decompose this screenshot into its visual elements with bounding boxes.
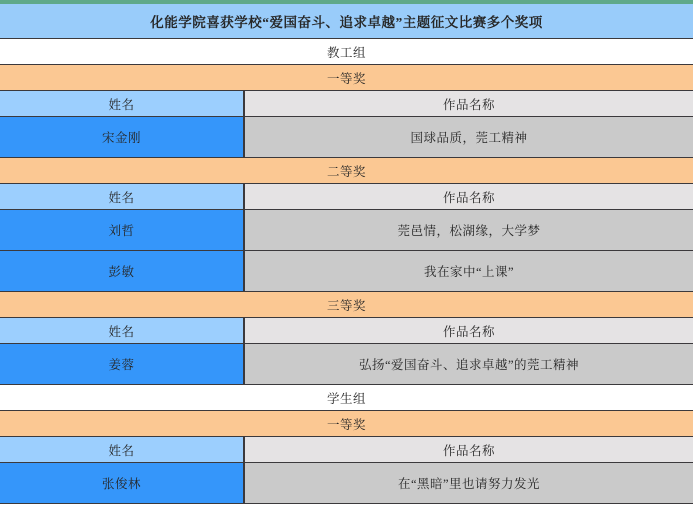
awards-table	[0, 4, 693, 504]
group-header-row	[0, 385, 693, 411]
column-header-row	[0, 184, 693, 210]
name-column-header-label: 姓名	[108, 443, 135, 458]
name-column-header-label: 姓名	[108, 190, 135, 205]
entry-name-cell-label: 宋金刚	[101, 131, 141, 145]
name-column-header	[0, 91, 245, 116]
entry-name-cell	[0, 463, 245, 503]
entry-work-cell-label: 在“黑暗”里也请努力发光	[397, 477, 541, 491]
award-tier-row	[0, 411, 693, 437]
entry-row	[0, 117, 693, 158]
work-column-header	[245, 184, 693, 209]
entry-work-cell	[245, 117, 693, 157]
entry-name-cell-label: 刘哲	[108, 224, 135, 238]
award-tier-row	[0, 65, 693, 91]
awards-table-body	[0, 39, 693, 504]
award-tier-row-label: 二等奖	[326, 164, 366, 179]
table-title-row	[0, 4, 693, 39]
entry-work-cell	[245, 251, 693, 291]
entry-name-cell-label: 彭敏	[108, 265, 135, 279]
entry-name-cell	[0, 117, 245, 157]
work-column-header-label: 作品名称	[442, 97, 495, 112]
column-header-row	[0, 437, 693, 463]
entry-name-cell	[0, 251, 245, 291]
entry-work-cell-label: 国球品质，莞工精神	[410, 131, 528, 145]
entry-work-cell	[245, 463, 693, 503]
award-tier-row	[0, 292, 693, 318]
name-column-header-label: 姓名	[108, 97, 135, 112]
name-column-header	[0, 318, 245, 343]
entry-row	[0, 210, 693, 251]
entry-name-cell-label: 姜蓉	[108, 358, 135, 372]
table-title: 化能学院喜获学校“爱国奋斗、追求卓越”主题征文比赛多个奖项	[150, 15, 543, 30]
column-header-row	[0, 91, 693, 117]
work-column-header	[245, 318, 693, 343]
entry-row	[0, 463, 693, 504]
entry-name-cell-label: 张俊林	[101, 477, 141, 491]
work-column-header	[245, 437, 693, 462]
group-header-row-label: 教工组	[326, 45, 366, 60]
group-header-row	[0, 39, 693, 65]
name-column-header	[0, 437, 245, 462]
entry-name-cell	[0, 210, 245, 250]
group-header-row-label: 学生组	[326, 391, 366, 406]
award-tier-row-label: 一等奖	[326, 417, 366, 432]
entry-row	[0, 344, 693, 385]
award-tier-row	[0, 158, 693, 184]
work-column-header-label: 作品名称	[442, 324, 495, 339]
name-column-header	[0, 184, 245, 209]
work-column-header	[245, 91, 693, 116]
work-column-header-label: 作品名称	[442, 190, 495, 205]
entry-work-cell	[245, 344, 693, 384]
entry-work-cell-label: 弘扬“爱国奋斗、追求卓越”的莞工精神	[358, 358, 580, 372]
award-tier-row-label: 三等奖	[326, 298, 366, 313]
entry-work-cell-label: 我在家中“上课”	[423, 265, 515, 279]
entry-name-cell	[0, 344, 245, 384]
name-column-header-label: 姓名	[108, 324, 135, 339]
entry-work-cell-label: 莞邑情，松湖缘，大学梦	[397, 224, 541, 238]
entry-work-cell	[245, 210, 693, 250]
work-column-header-label: 作品名称	[442, 443, 495, 458]
entry-row	[0, 251, 693, 292]
award-tier-row-label: 一等奖	[326, 71, 366, 86]
column-header-row	[0, 318, 693, 344]
